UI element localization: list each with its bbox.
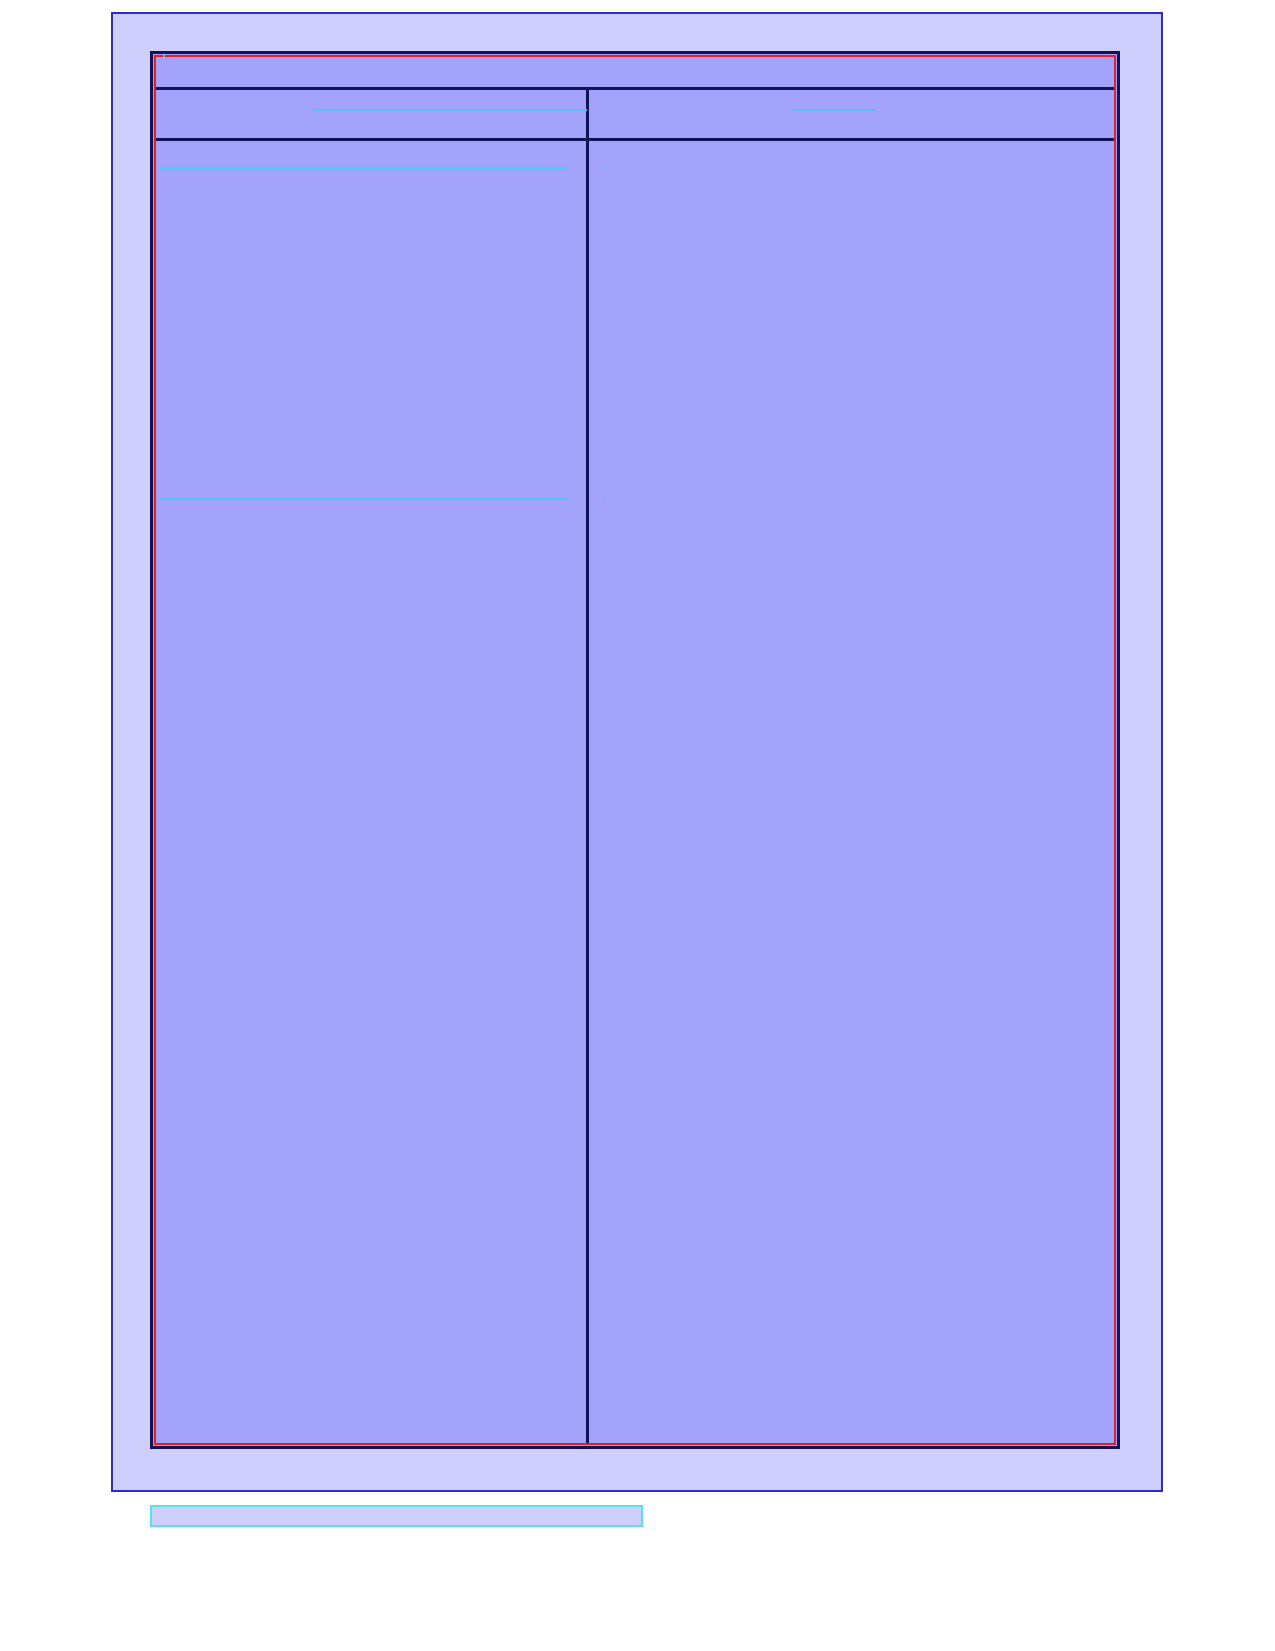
competency-table <box>150 51 1120 1449</box>
divider <box>156 87 1114 90</box>
divider <box>156 138 1114 141</box>
column-divider <box>586 89 589 1443</box>
page-footer <box>150 1505 643 1527</box>
